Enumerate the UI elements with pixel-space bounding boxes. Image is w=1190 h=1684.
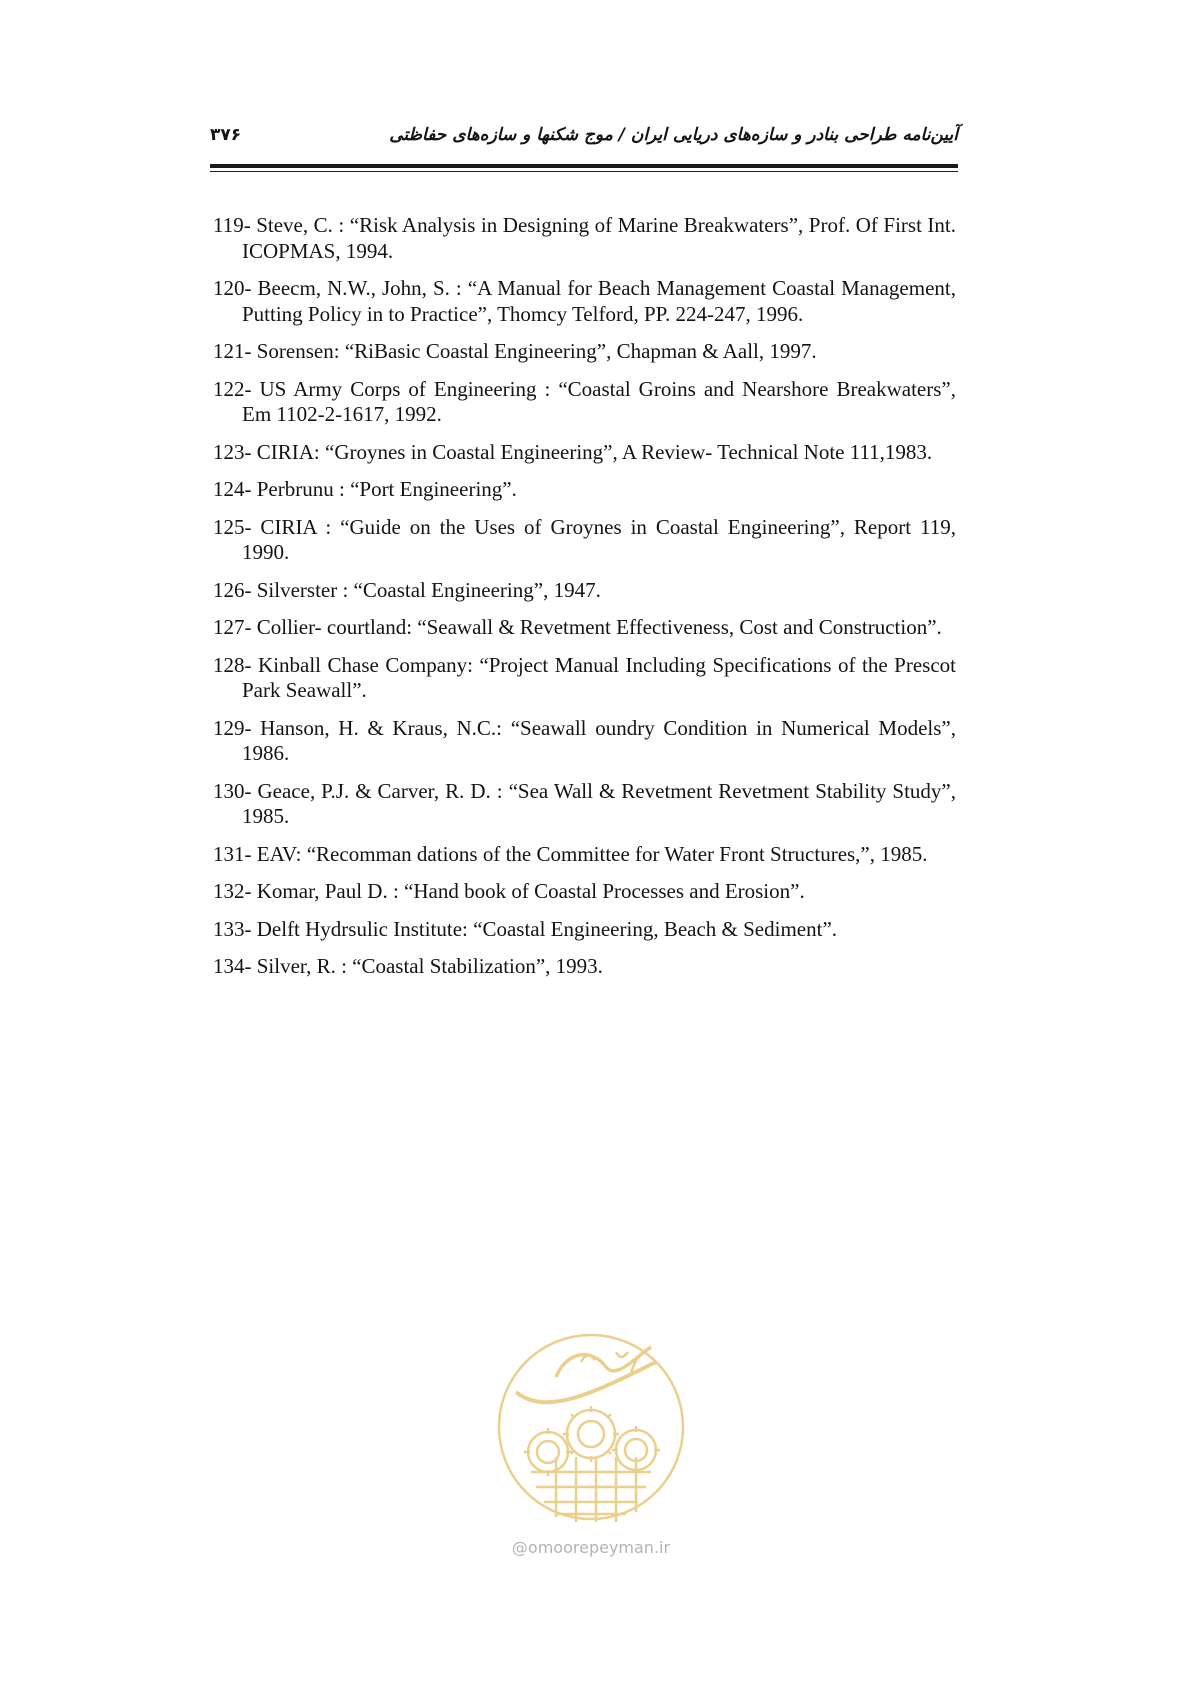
reference-item: 125- CIRIA : “Guide on the Uses of Groynes in Coastal Engineering”, Report 119, 1990.	[213, 514, 956, 564]
reference-item: 123- CIRIA: “Groynes in Coastal Engineering”, A Review- Technical Note 111,1983.	[213, 439, 933, 464]
at-icon: @	[511, 1538, 528, 1557]
reference-item: 119- Steve, C. : “Risk Analysis in Designing of Marine Breakwaters”, Prof. Of First Int. ICOPMAS, 1994.	[213, 213, 956, 263]
reference-item: 127- Collier- courtland: “Seawall & Revetment Effectiveness, Cost and Construction”.	[213, 615, 942, 639]
watermark-stamp	[486, 1322, 696, 1557]
header-rule-thin	[210, 171, 958, 172]
reference-item: 131- EAV: “Recomman dations of the Committee for Water Front Structures,”, 1985.	[213, 841, 928, 866]
reference-item: 129- Hanson, H. & Kraus, N.C.: “Seawall oundry Condition in Numerical Models”, 1986.	[213, 715, 956, 765]
reference-item: 121- Sorensen: “RiBasic Coastal Engineering”, Chapman & Aall, 1997.	[213, 339, 817, 363]
reference-item: 120- Beecm, N.W., John, S. : “A Manual for Beach Management Coastal Management, Putting Policy in to Practice”, Thomcy Telford, PP. 224-247, 1996.	[213, 276, 956, 326]
reference-item: 130- Geace, P.J. & Carver, R. D. : “Sea Wall & Revetment Revetment Stability Study”, 1985.	[213, 778, 956, 828]
watermark-logo-icon	[486, 1322, 696, 1532]
reference-item: 128- Kinball Chase Company: “Project Manual Including Specifications of the Prescot Park Seawall”.	[213, 652, 956, 702]
header-rule-thick	[210, 164, 958, 168]
reference-item: 132- Komar, Paul D. : “Hand book of Coastal Processes and Erosion”.	[213, 879, 805, 903]
page-number: ۳۷۶	[210, 125, 242, 145]
reference-item: 126- Silverster : “Coastal Engineering”, 1947.	[213, 577, 601, 602]
reference-item: 133- Delft Hydrsulic Institute: “Coastal Engineering, Beach & Sediment”.	[213, 916, 838, 941]
watermark-site: @omoorepeyman.ir	[511, 1538, 671, 1557]
reference-item: 134- Silver, R. : “Coastal Stabilization”, 1993.	[213, 954, 603, 978]
header-title: آیین‌نامه طراحی بنادر و سازه‌های دریایی ایران / موج شکنها و سازه‌های حفاظتی	[389, 125, 958, 145]
reference-item: 122- US Army Corps of Engineering : “Coastal Groins and Nearshore Breakwaters”, Em 1102-2-1617, 1992.	[213, 376, 956, 426]
running-header	[210, 125, 958, 155]
reference-list	[213, 213, 956, 992]
reference-item: 124- Perbrunu : “Port Engineering”.	[213, 477, 517, 501]
